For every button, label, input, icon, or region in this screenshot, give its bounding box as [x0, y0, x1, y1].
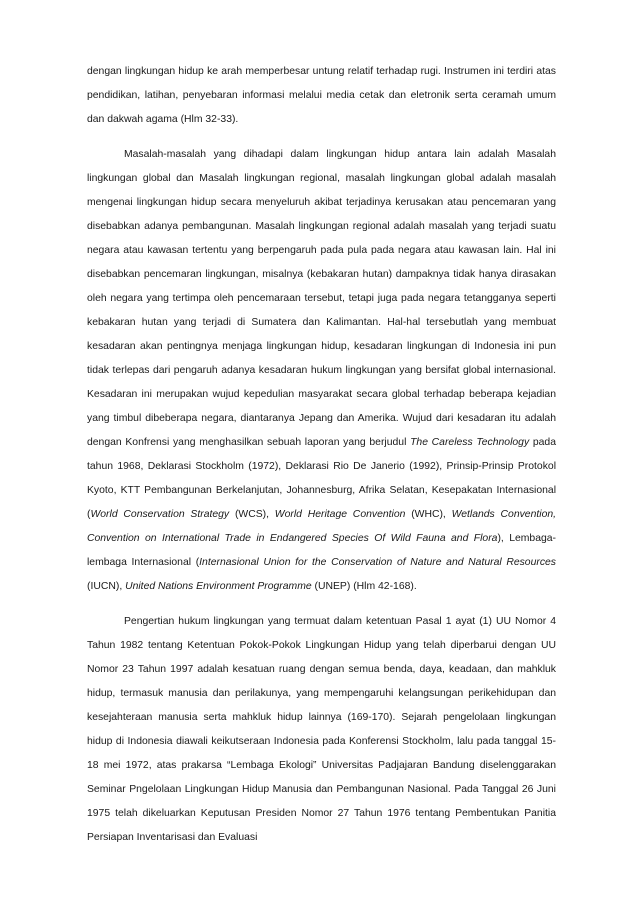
text-run: (WCS),: [229, 509, 275, 520]
text-run: ), Lembaga-lembaga Internasional (: [87, 533, 557, 568]
italic-text-run: Wetlands Convention, Convention on International Trade in Endangered Species Of Wild Fauna and Flora: [87, 509, 557, 544]
italic-text-run: United Nations Environment Programme: [125, 581, 312, 592]
paragraph: [87, 610, 556, 850]
italic-text-run: The Careless Technology: [410, 437, 530, 448]
italic-text-run: Internasional Union for the Conservation of Nature and Natural Resources: [199, 557, 556, 568]
text-run: Pengertian hukum lingkungan yang termuat dalam ketentuan Pasal 1 ayat (1) UU Nomor 4 Tahun 1982 tentang Ketentuan Pokok-Pokok Lingkungan Hidup yang telah diperbarui dengan UU Nomor 23 Tahun 1997 adalah kesatuan ruang dengan semua benda, daya, keadaan, dan mahkluk hidup, termasuk manusia dan perilakunya, yang mempengaruhi kelangsungan perikehidupan dan kesejahteraan manusia serta mahkluk hidup lainnya (169-170). Sejarah pengelolaan lingkungan hidup di Indonesia diawali keikutseraan Indonesia pada Konferensi Stockholm, lalu pada tanggal 15-18 mei 1972, atas prakarsa “Lembaga Ekologi” Universitas Padjajaran Bandung diselenggarakan Seminar Pngelolaan Lingkungan Hidup Manusia dan Pembangunan Nasional. Pada Tanggal 26 Juni 1975 telah dikeluarkan Keputusan Presiden Nomor 27 Tahun 1976 tentang Pembentukan Panitia Persiapan Inventarisasi dan Evaluasi: [87, 616, 556, 843]
text-run: Masalah-masalah yang dihadapi dalam lingkungan hidup antara lain adalah Masalah lingkungan global dan Masalah lingkungan regional, masalah lingkungan global adalah masalah mengenai lingkungan hidup secara menyeluruh akibat terjadinya kerusakan atau pencemaran yang disebabkan adanya pembangunan. Masalah lingkungan regional adalah masalah yang terjadi suatu negara atau kawasan tertentu yang berpengaruh pada pula pada negara atau kawasan lain. Hal ini disebabkan pencemaran lingkungan, misalnya (kebakaran hutan) dampaknya tidak hanya dirasakan oleh negara yang tertimpa oleh pencemaraan tersebut, tetapi juga pada negara tetangganya seperti kebakaran hutan yang terjadi di Sumatera dan Kalimantan. Hal-hal tersebutlah yang membuat kesadaran akan pentingnya menjaga lingkungan hidup, kesadaran lingkungan di Indonesia ini pun tidak terlepas dari pengaruh adanya kesadaran hukum lingkungan yang bersifat global internasional. Kesadaran ini merupakan wujud kepedulian masyarakat secara global terhadap beberapa kejadian yang timbul dibeberapa negara, diantaranya Jepang dan Amerika. Wujud dari kesadaran itu adalah dengan Konfrensi yang menghasilkan sebuah laporan yang berjudul: [87, 149, 556, 448]
paragraph: [87, 143, 556, 599]
italic-text-run: World Heritage Convention: [274, 509, 406, 520]
text-run: pada tahun 1968, Deklarasi Stockholm (1972), Deklarasi Rio De Janerio (1992), Prinsip-Prinsip Protokol Kyoto, KTT Pembangunan Berkelanjutan, Johannesburg, Afrika Selatan, Kesepakatan Internasional (: [87, 437, 556, 520]
text-run: (IUCN),: [87, 581, 126, 592]
text-run: (UNEP) (Hlm 42-168).: [311, 581, 417, 592]
text-run: (WHC),: [405, 509, 452, 520]
italic-text-run: World Conservation Strategy: [90, 509, 230, 520]
document-body: [87, 60, 556, 850]
paragraph: [87, 60, 556, 132]
text-run: dengan lingkungan hidup ke arah memperbesar untung relatif terhadap rugi. Instrumen ini terdiri atas pendidikan, latihan, penyebaran informasi melalui media cetak dan eletronik serta ceramah umum dan dakwah agama (Hlm 32-33).: [87, 66, 556, 125]
